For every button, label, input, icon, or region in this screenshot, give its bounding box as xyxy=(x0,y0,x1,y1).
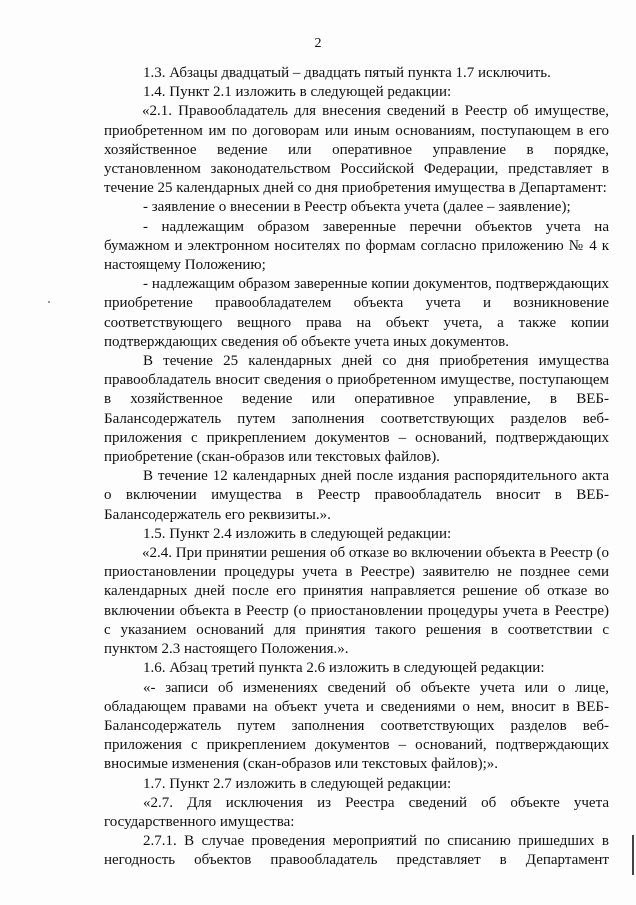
paragraph: В течение 25 календарных дней со дня приобретения имущества правообладатель вносит сведения о приобретенном имуществе, поступающем в хозяйственное ведение или оперативное управление, в ВЕБ-Балансодержатель путем заполнения соответствующих разделов веб-приложения с прикреплением документов – оснований, подтверждающих приобретение (скан-образов или текстовых файлов). xyxy=(104,353,609,466)
paragraph: «2.7. Для исключения из Реестра сведений об объекте учета государственного имущества: xyxy=(104,794,609,830)
paragraph: 1.4. Пункт 2.1 изложить в следующей редакции: xyxy=(143,84,452,101)
paragraph: 1.3. Абзацы двадцатый – двадцать пятый пункта 1.7 исключить. xyxy=(143,65,551,81)
scan-edge-mark xyxy=(632,835,634,875)
paragraph: «2.4. При принятии решения об отказе во включении объекта в Реестр (о приостановлении процедуры учета в Реестре) заявителю не позднее семи календарных дней после его принятия направляется решение об отказе во включении объекта в Реестр (о приостановлении процедуры учета в Реестре) с указанием оснований для принятия такого решения в соответствии с пунктом 2.3 настоящего Положения.». xyxy=(104,545,609,658)
paragraph: 1.6. Абзац третий пункта 2.6 изложить в следующей редакции: xyxy=(143,660,545,677)
list-item: - заявление о внесении в Реестр объекта учета (далее – заявление); xyxy=(143,199,571,216)
page-number: 2 xyxy=(314,36,322,51)
paragraph: «- записи об изменениях сведений об объекте учета или о лице, обладающем правами на объект учета и сведениями о нем, вносит в ВЕБ-Балансодержатель путем заполнения соответствующих разделов веб-приложения с прикреплением документов – оснований, подтверждающих вносимые изменения (скан-образов или текстовых файлов);». xyxy=(104,679,609,773)
paragraph: В течение 12 календарных дней после издания распорядительного акта о включении имущества в Реестр правообладатель вносит в ВЕБ-Балансодержатель его реквизиты.». xyxy=(104,468,609,523)
list-item: - надлежащим образом заверенные копии документов, подтверждающих приобретение правообладателем объекта учета и возникновение соответствующего вещного права на объект учета, а также копии подтверждающих сведения об объекте учета иных документов. xyxy=(104,276,609,350)
paragraph: 2.7.1. В случае проведения мероприятий по списанию пришедших в негодность объектов правообладатель представляет в Департамент xyxy=(104,833,609,869)
scan-speck xyxy=(48,301,50,303)
list-item: - надлежащим образом заверенные перечни объектов учета на бумажном и электронном носителях по формам согласно приложению № 4 к настоящему Положению; xyxy=(104,218,609,274)
paragraph: «2.1. Правообладатель для внесения сведений в Реестр об имуществе, приобретенном им по договорам или иным основаниям, поступающем в его хозяйственное ведение или оперативное управление в порядке, установленном законодательством Российской Федерации, представляет в течение 25 календарных дней со дня приобретения имущества в Департамент: xyxy=(104,103,609,197)
paragraph: 1.7. Пункт 2.7 изложить в следующей редакции: xyxy=(143,775,452,792)
document-body xyxy=(104,64,609,871)
paragraph: 1.5. Пункт 2.4 изложить в следующей редакции: xyxy=(143,525,452,542)
